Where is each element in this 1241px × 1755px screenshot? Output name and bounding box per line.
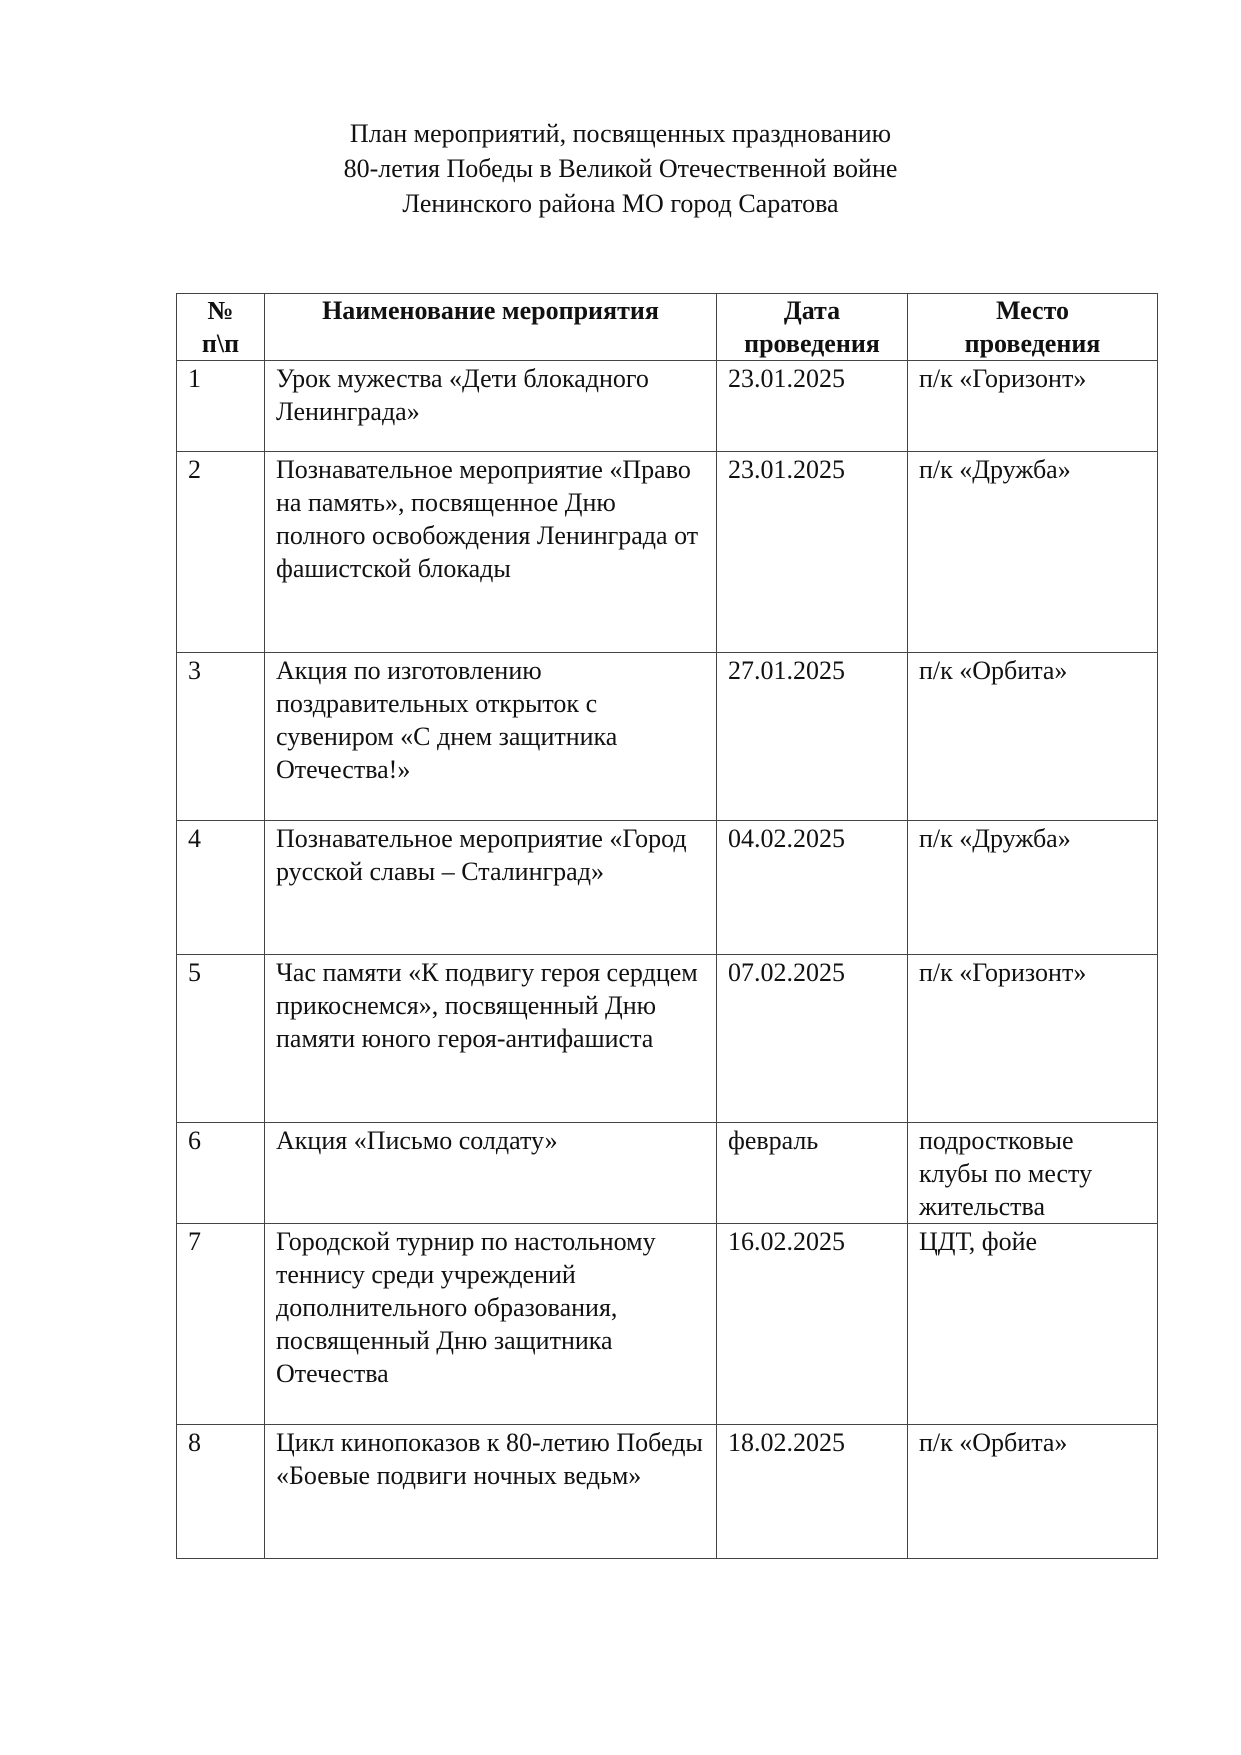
header-number-line1: № <box>207 296 234 325</box>
row-date: 23.01.2025 <box>717 452 908 653</box>
table-header-row <box>177 294 1158 361</box>
row-place: п/к «Орбита» <box>908 653 1158 821</box>
row-place: п/к «Орбита» <box>908 1425 1158 1559</box>
row-event-name: Час памяти «К подвигу героя сердцем прикоснемся», посвященный Дню памяти юного героя-антифашиста <box>265 955 717 1123</box>
row-number: 7 <box>177 1224 265 1425</box>
header-date-line2: проведения <box>744 329 880 358</box>
header-date <box>717 294 908 361</box>
header-date-line1: Дата <box>783 296 841 325</box>
row-event-name: Познавательное мероприятие «Право на память», посвященное Дню полного освобождения Ленинграда от фашистской блокады <box>265 452 717 653</box>
title-line-2: 80-летия Победы в Великой Отечественной войне <box>343 154 898 183</box>
table-row <box>177 821 1158 955</box>
table-row <box>177 955 1158 1123</box>
events-table <box>176 293 1158 1559</box>
row-place: п/к «Дружба» <box>908 452 1158 653</box>
table-row <box>177 1123 1158 1224</box>
header-event-name-label: Наименование мероприятия <box>322 296 659 325</box>
title-line-3: Ленинского района МО город Саратова <box>402 189 839 218</box>
row-event-name: Акция «Письмо солдату» <box>265 1123 717 1224</box>
document-title <box>0 116 1241 221</box>
header-place-line1: Место <box>995 296 1070 325</box>
row-number: 5 <box>177 955 265 1123</box>
header-number <box>177 294 265 361</box>
header-place <box>908 294 1158 361</box>
row-place: подростковые клубы по месту жительства <box>908 1123 1158 1224</box>
header-number-line2: п\п <box>201 329 240 358</box>
row-event-name: Цикл кинопоказов к 80-летию Победы «Боевые подвиги ночных ведьм» <box>265 1425 717 1559</box>
row-event-name: Акция по изготовлению поздравительных открыток с сувениром «С днем защитника Отечества!» <box>265 653 717 821</box>
row-date: февраль <box>717 1123 908 1224</box>
row-date: 07.02.2025 <box>717 955 908 1123</box>
table-row <box>177 653 1158 821</box>
header-place-line2: проведения <box>964 329 1101 358</box>
table-row <box>177 361 1158 452</box>
title-line-1: План мероприятий, посвященных празднованию <box>349 119 892 148</box>
row-number: 1 <box>177 361 265 452</box>
row-event-name: Городской турнир по настольному теннису среди учреждений дополнительного образования, посвященный Дню защитника Отечества <box>265 1224 717 1425</box>
row-place: п/к «Горизонт» <box>908 361 1158 452</box>
row-place: п/к «Дружба» <box>908 821 1158 955</box>
header-event-name <box>265 294 717 361</box>
table-row <box>177 1224 1158 1425</box>
row-date: 04.02.2025 <box>717 821 908 955</box>
row-number: 2 <box>177 452 265 653</box>
row-number: 6 <box>177 1123 265 1224</box>
row-place: п/к «Горизонт» <box>908 955 1158 1123</box>
row-date: 27.01.2025 <box>717 653 908 821</box>
row-date: 18.02.2025 <box>717 1425 908 1559</box>
row-number: 8 <box>177 1425 265 1559</box>
row-event-name: Урок мужества «Дети блокадного Ленинграда» <box>265 361 717 452</box>
row-date: 23.01.2025 <box>717 361 908 452</box>
row-place: ЦДТ, фойе <box>908 1224 1158 1425</box>
row-number: 4 <box>177 821 265 955</box>
table-row <box>177 1425 1158 1559</box>
row-date: 16.02.2025 <box>717 1224 908 1425</box>
row-event-name: Познавательное мероприятие «Город русской славы – Сталинград» <box>265 821 717 955</box>
row-number: 3 <box>177 653 265 821</box>
table-row <box>177 452 1158 653</box>
